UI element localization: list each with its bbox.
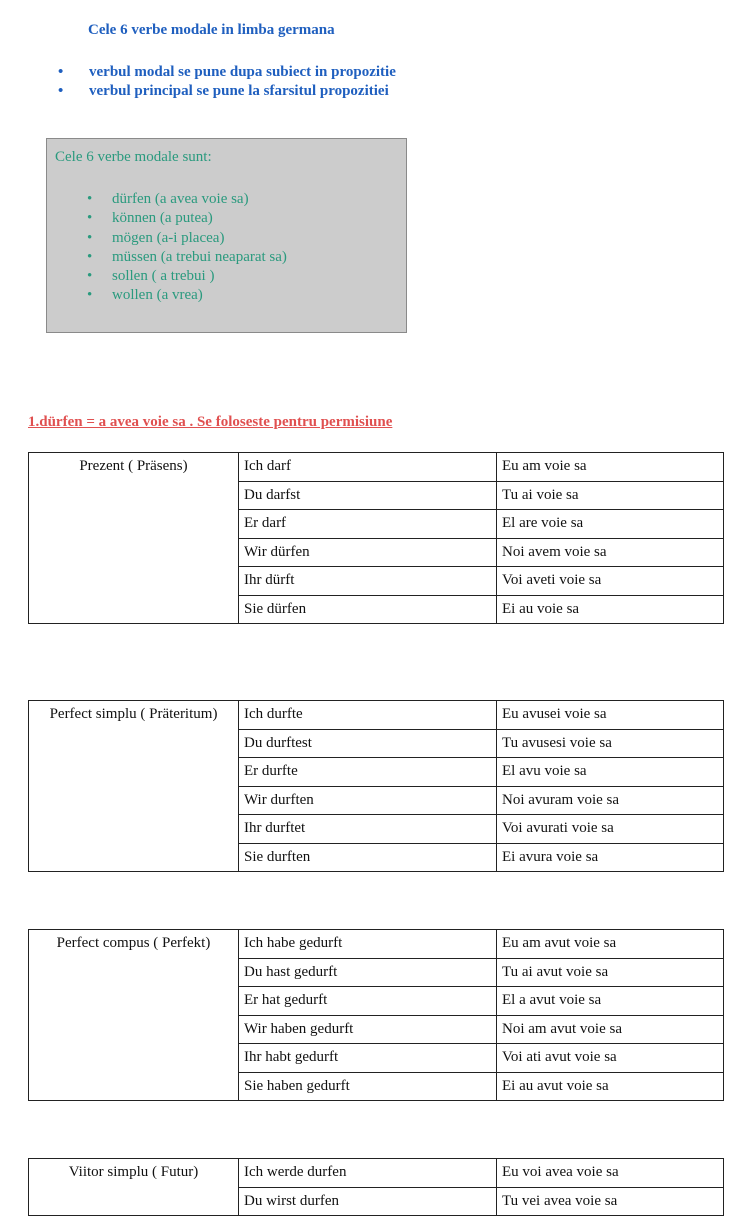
modal-verb-text: dürfen (a avea voie sa)	[112, 191, 249, 207]
romanian-translation: El a avut voie sa	[497, 987, 724, 1016]
romanian-translation: Voi aveti voie sa	[497, 567, 724, 596]
romanian-translation: Noi avem voie sa	[497, 538, 724, 567]
modal-verb-text: sollen ( a trebui )	[112, 268, 215, 285]
modal-verbs-list	[87, 190, 287, 306]
bullet-icon: •	[58, 64, 64, 80]
german-form: Ich darf	[239, 453, 497, 482]
german-form: Ihr habt gedurft	[239, 1044, 497, 1073]
german-form: Er darf	[239, 510, 497, 539]
romanian-translation: Voi ati avut voie sa	[497, 1044, 724, 1073]
german-form: Ich habe gedurft	[239, 930, 497, 959]
german-form: Du wirst durfen	[239, 1187, 497, 1216]
modal-verb-text: wollen (a vrea)	[112, 287, 203, 304]
german-form: Ich durfte	[239, 701, 497, 730]
modal-verb-item	[87, 229, 287, 248]
german-form: Du hast gedurft	[239, 958, 497, 987]
table-row	[29, 701, 724, 730]
conjugation-table-perfect	[28, 929, 724, 1101]
romanian-translation: Ei au avut voie sa	[497, 1072, 724, 1101]
modal-verbs-box	[46, 138, 407, 333]
modal-verb-item	[87, 209, 287, 228]
romanian-translation: Noi avuram voie sa	[497, 786, 724, 815]
tense-label: Viitor simplu ( Futur)	[29, 1159, 239, 1216]
german-form: Sie haben gedurft	[239, 1072, 497, 1101]
bullet-icon: •	[87, 248, 93, 265]
section-heading: 1.dürfen = a avea voie sa . Se foloseste pentru permisiune	[28, 414, 393, 430]
romanian-translation: Tu ai voie sa	[497, 481, 724, 510]
romanian-translation: Noi am avut voie sa	[497, 1015, 724, 1044]
german-form: Sie dürfen	[239, 595, 497, 624]
modal-verb-item	[87, 286, 287, 305]
modal-verb-item	[87, 248, 287, 267]
german-form: Du darfst	[239, 481, 497, 510]
bullet-icon: •	[87, 210, 93, 227]
rule-item	[58, 82, 396, 101]
romanian-translation: El are voie sa	[497, 510, 724, 539]
romanian-translation: Eu am voie sa	[497, 453, 724, 482]
german-form: Wir durften	[239, 786, 497, 815]
romanian-translation: Eu voi avea voie sa	[497, 1159, 724, 1188]
romanian-translation: Tu vei avea voie sa	[497, 1187, 724, 1216]
box-title: Cele 6 verbe modale sunt:	[55, 149, 212, 165]
tense-label: Perfect simplu ( Präteritum)	[29, 701, 239, 872]
modal-verb-text: müssen (a trebui neaparat sa)	[112, 248, 287, 265]
german-form: Er durfte	[239, 758, 497, 787]
modal-verb-item	[87, 267, 287, 286]
rule-item	[58, 63, 396, 82]
romanian-translation: Voi avurati voie sa	[497, 815, 724, 844]
romanian-translation: Ei avura voie sa	[497, 843, 724, 872]
german-form: Er hat gedurft	[239, 987, 497, 1016]
page-title: Cele 6 verbe modale in limba germana	[88, 22, 335, 38]
conjugation-table-future	[28, 1158, 724, 1216]
tense-label: Perfect compus ( Perfekt)	[29, 930, 239, 1101]
bullet-icon: •	[58, 83, 64, 99]
table-row	[29, 1159, 724, 1188]
rule-text: verbul principal se pune la sfarsitul propozitiei	[89, 83, 389, 99]
modal-verb-text: mögen (a-i placea)	[112, 229, 225, 246]
german-form: Sie durften	[239, 843, 497, 872]
rules-list	[58, 63, 396, 101]
german-form: Wir haben gedurft	[239, 1015, 497, 1044]
bullet-icon: •	[87, 268, 93, 285]
romanian-translation: Ei au voie sa	[497, 595, 724, 624]
bullet-icon: •	[87, 229, 93, 246]
bullet-icon: •	[87, 191, 93, 207]
conjugation-table-present	[28, 452, 724, 624]
bullet-icon: •	[87, 287, 93, 304]
romanian-translation: Eu avusei voie sa	[497, 701, 724, 730]
table-row	[29, 453, 724, 482]
table-row	[29, 930, 724, 959]
romanian-translation: Tu ai avut voie sa	[497, 958, 724, 987]
german-form: Du durftest	[239, 729, 497, 758]
conjugation-table-preterite	[28, 700, 724, 872]
german-form: Ihr durftet	[239, 815, 497, 844]
romanian-translation: Eu am avut voie sa	[497, 930, 724, 959]
german-form: Ich werde durfen	[239, 1159, 497, 1188]
german-form: Wir dürfen	[239, 538, 497, 567]
german-form: Ihr dürft	[239, 567, 497, 596]
modal-verb-item	[87, 190, 287, 209]
rule-text: verbul modal se pune dupa subiect in propozitie	[89, 64, 396, 80]
romanian-translation: El avu voie sa	[497, 758, 724, 787]
tense-label: Prezent ( Präsens)	[29, 453, 239, 624]
romanian-translation: Tu avusesi voie sa	[497, 729, 724, 758]
modal-verb-text: können (a putea)	[112, 210, 213, 227]
